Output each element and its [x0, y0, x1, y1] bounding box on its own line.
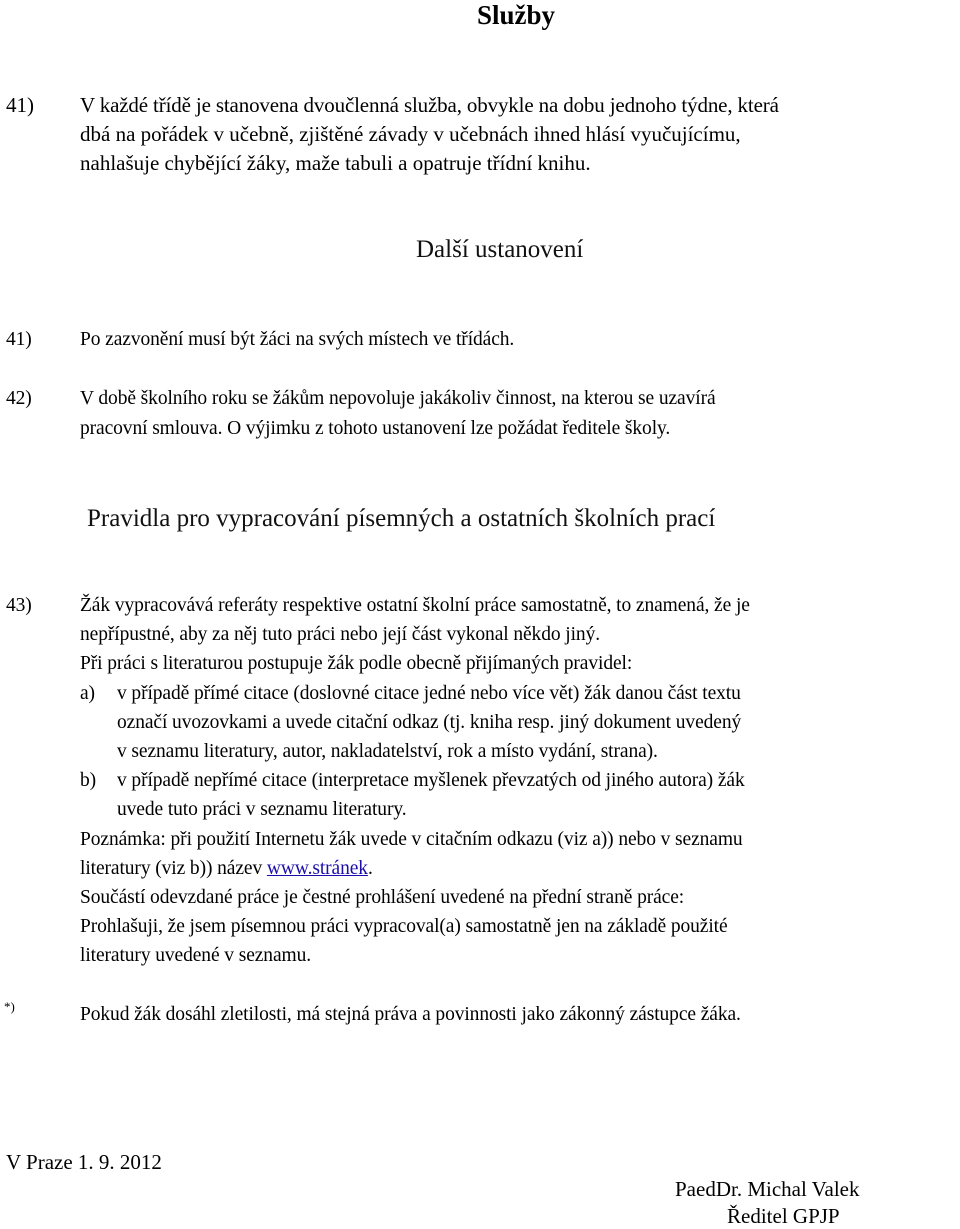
list-item-line: v případě nepřímé citace (interpretace myšlenek převzatých od jiného autora) žák [117, 770, 745, 791]
note-line: Poznámka: při použití Internetu žák uvede v citačním odkazu (viz a)) nebo v seznamu [80, 829, 743, 850]
paragraph-line: pracovní smlouva. O výjimku z tohoto ustanovení lze požádat ředitele školy. [80, 418, 671, 439]
section-heading: Pravidla pro vypracování písemných a ostatních školních prací [87, 505, 716, 532]
list-item-line: v seznamu literatury, autor, nakladatelství, rok a místo vydání, strana). [117, 741, 658, 762]
footnote-mark: *) [4, 999, 15, 1014]
paragraph-number: 42) [6, 388, 32, 409]
paragraph-line: dbá na pořádek v učebně, zjištěné závady v učebnách ihned hlásí vyučujícímu, [80, 122, 741, 146]
paragraph-line: nahlašuje chybějící žáky, maže tabuli a opatruje třídní knihu. [80, 151, 591, 175]
website-link[interactable]: www.stránek [266, 858, 368, 879]
list-label: a) [80, 683, 95, 704]
declaration-line: literatury uvedené v seznamu. [80, 945, 312, 966]
footnote-text: Pokud žák dosáhl zletilosti, má stejná práva a povinnosti jako zákonný zástupce žáka. [80, 1004, 741, 1025]
place-date: V Praze 1. 9. 2012 [6, 1150, 162, 1174]
paragraph-number: 41) [6, 93, 34, 117]
paragraph-number: 43) [6, 595, 32, 616]
declaration-line: Prohlašuji, že jsem písemnou práci vypracoval(a) samostatně jen na základě použité [80, 916, 728, 937]
list-item-line: v případě přímé citace (doslovné citace jedné nebo více vět) žák danou část textu [117, 683, 741, 704]
paragraph-line: V každé třídě je stanovena dvoučlenná služba, obvykle na dobu jednoho týdne, která [80, 93, 779, 117]
paragraph-number: 41) [6, 329, 32, 350]
list-item-line: označí uvozovkami a uvede citační odkaz (tj. kniha resp. jiný dokument uvedený [117, 712, 742, 733]
list-item-line: uvede tuto práci v seznamu literatury. [117, 799, 407, 820]
paragraph-line: nepřípustné, aby za něj tuto práci nebo její část vykonal někdo jiný. [80, 624, 600, 645]
note-text: literatury (viz b)) název [80, 858, 267, 879]
note-line [80, 858, 373, 880]
signature-name: PaedDr. Michal Valek [675, 1177, 860, 1201]
paragraph-line: Žák vypracovává referáty respektive ostatní školní práce samostatně, to znamená, že je [80, 595, 750, 616]
paragraph-line: Při práci s literaturou postupuje žák podle obecně přijímaných pravidel: [80, 653, 633, 674]
note-text: . [367, 858, 373, 879]
list-label: b) [80, 770, 97, 791]
paragraph-line: V době školního roku se žákům nepovoluje jakákoliv činnost, na kterou se uzavírá [80, 388, 716, 409]
page-title: Služby [477, 0, 556, 30]
section-heading: Další ustanovení [416, 236, 584, 263]
signature-role: Ředitel GPJP [727, 1204, 840, 1228]
declaration-line: Součástí odevzdané práce je čestné prohlášení uvedené na přední straně práce: [80, 887, 685, 908]
paragraph-line: Po zazvonění musí být žáci na svých místech ve třídách. [80, 329, 515, 350]
